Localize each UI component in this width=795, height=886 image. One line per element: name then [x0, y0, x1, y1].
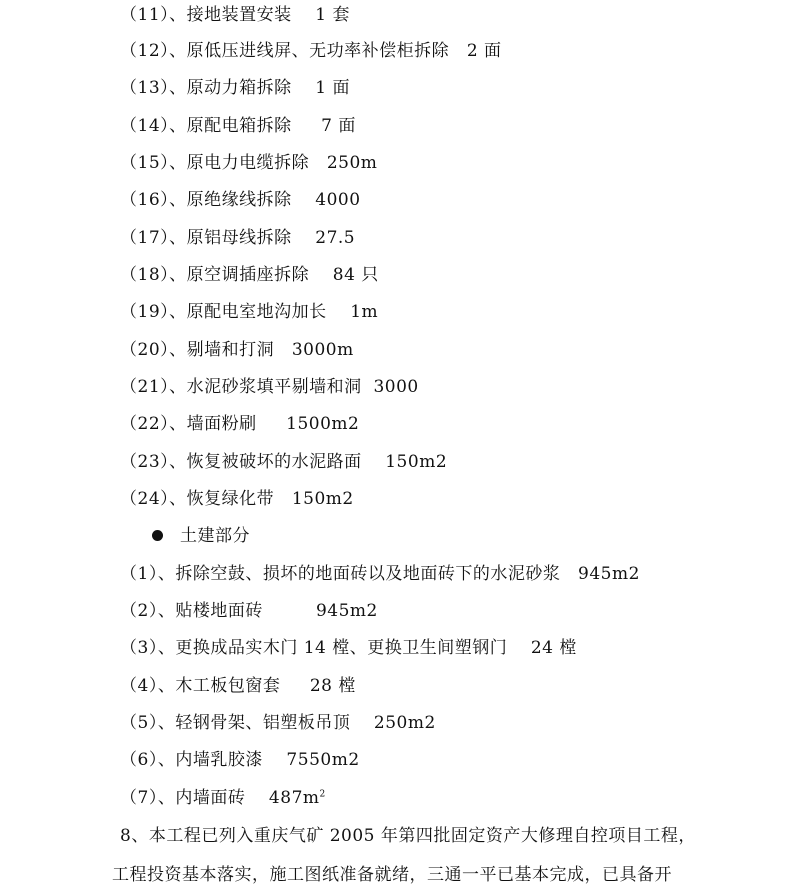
list-item: （13）、原动力箱拆除 1 面: [120, 78, 350, 98]
list-item: （18）、原空调插座拆除 84 只: [120, 265, 379, 285]
list-item: （24）、恢复绿化带 150m2: [120, 489, 354, 509]
list-item: （5）、轻钢骨架、铝塑板吊顶 250m2: [120, 713, 436, 733]
list-item: （4）、木工板包窗套 28 樘: [120, 676, 356, 696]
list-item: （23）、恢复被破坏的水泥路面 150m2: [120, 452, 448, 472]
list-item: （6）、内墙乳胶漆 7550m2: [120, 750, 360, 770]
list-item: [120, 787, 326, 809]
list-item: （20）、剔墙和打洞 3000m: [120, 340, 354, 360]
list-item: （22）、墙面粉刷 1500m2: [120, 414, 360, 434]
list-item: （19）、原配电室地沟加长 1m: [120, 302, 379, 322]
list-item: （16）、原绝缘线拆除 4000: [120, 190, 361, 210]
list-item-text: （7）、内墙面砖 487m: [120, 788, 320, 808]
section-heading: 土建部分: [180, 526, 250, 546]
bullet-icon: [152, 530, 163, 541]
list-item: （17）、原铝母线拆除 27.5: [120, 228, 356, 248]
list-item: （11）、接地装置安装 1 套: [120, 5, 350, 25]
list-item: （2）、贴楼地面砖 945m2: [120, 601, 378, 621]
unit-superscript: 2: [319, 789, 326, 800]
list-item: （15）、原电力电缆拆除 250m: [120, 153, 378, 173]
list-item: （1）、拆除空鼓、损坏的地面砖以及地面砖下的水泥砂浆 945m2: [120, 564, 640, 584]
list-item: （3）、更换成品实木门 14 樘、更换卫生间塑钢门 24 樘: [120, 638, 577, 658]
list-item: （12）、原低压进线屏、无功率补偿柜拆除 2 面: [120, 41, 502, 61]
paragraph-line: 8、本工程已列入重庆气矿 2005 年第四批固定资产大修理自控项目工程，: [120, 826, 696, 846]
list-item: （14）、原配电箱拆除 7 面: [120, 116, 356, 136]
paragraph-line: 工程投资基本落实，施工图纸准备就绪，三通一平已基本完成，已具备开: [112, 865, 672, 885]
list-item: （21）、水泥砂浆填平剔墙和洞 3000: [120, 377, 419, 397]
